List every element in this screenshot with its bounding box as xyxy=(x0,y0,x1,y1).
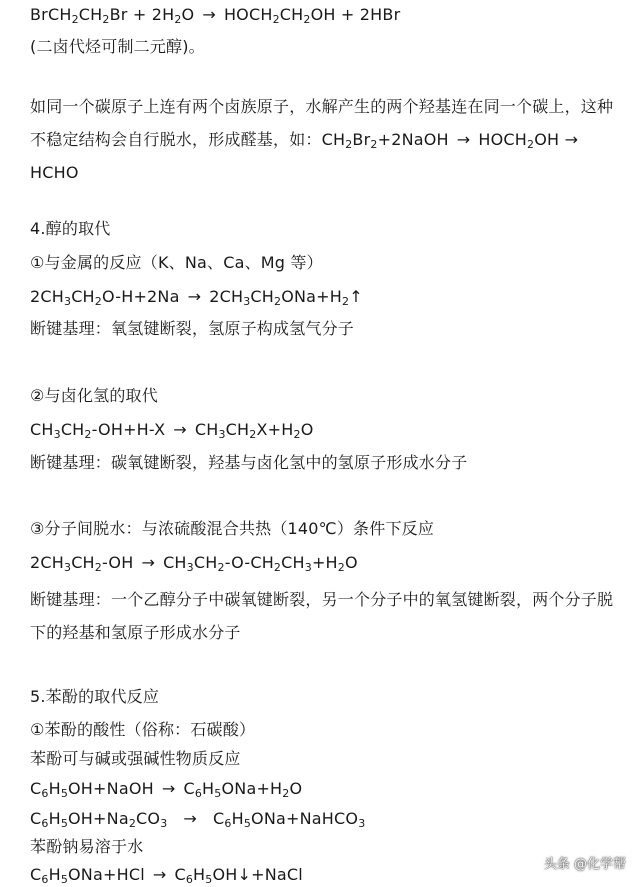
equation-phenoxide-hcl: $C_6H_5ONa+HCl$ → $C_6H_5OH↓+NaCl$ xyxy=(30,865,303,886)
equation-ether-formation: $2CH_3CH_2-OH \to CH_3CH_2-O-CH_2CH_3+H_2O$ xyxy=(30,553,358,574)
subheading-phenol-acidity: ①苯酚的酸性（俗称：石碳酸） xyxy=(30,720,256,739)
subheading-intermolecular-dehydration: ③分子间脱水：与浓硫酸混合共热（140℃）条件下反应 xyxy=(30,519,435,538)
sodium-phenoxide-note: 苯酚钠易溶于水 xyxy=(30,837,144,856)
equation-ethanol-hx: $CH_3CH_2-OH+H-X \to CH_3CH_2X+H_2O$ xyxy=(30,420,314,441)
bond-mechanism-1: 断键基理：氧氢键断裂，氢原子构成氢气分子 xyxy=(30,319,355,338)
note-diol: (二卤代烃可制二元醇)。 xyxy=(30,37,205,56)
equation-phenol-na2co3: $C_6H_5OH+Na_2CO_3$ → $C_6H_5ONa+NaHCO_3$ xyxy=(30,809,366,830)
equation-dibromoethane-hydrolysis: $BrCH_2CH_2Br + 2H_2O$ → $HOCH_2CH_2OH + 2HBr$ xyxy=(30,5,401,26)
section-heading-alcohol-substitution: 4.醇的取代 xyxy=(30,219,111,238)
phenol-base-note: 苯酚可与碱或强碱性物质反应 xyxy=(30,749,241,768)
section-heading-phenol: 5.苯酚的取代反应 xyxy=(30,687,160,706)
subheading-metal-reaction: ①与金属的反应（K、Na、Ca、Mg 等） xyxy=(30,253,323,272)
bond-mechanism-2: 断键基理：碳氧键断裂，羟基与卤化氢中的氢原子形成水分子 xyxy=(30,453,468,472)
subheading-hydrogen-halide: ②与卤化氢的取代 xyxy=(30,386,158,405)
source-watermark: 头条 @化学帮 xyxy=(543,857,626,872)
bond-mechanism-3: 断键基理：一个乙醇分子中碳氧键断裂，另一个分子中的氧氢键断裂，两个分子脱下的羟基和氢原子形成水分子 xyxy=(30,590,614,642)
equation-phenol-naoh: $C_6H_5OH+NaOH \to C_6H_5ONa+H_2O$ xyxy=(30,779,303,800)
equation-ethanol-sodium: $2CH_3CH_2O-H+2Na$ → $2CH_3CH_2ONa+H_2↑$ xyxy=(30,287,363,308)
paragraph-gem-dihalide: 如同一个碳原子上连有两个卤族原子，水解产生的两个羟基连在同一个碳上，这种不稳定结构会自行脱水，形成醛基，如：$CH_2Br_2+2NaOH$ → $HOCH_2OH$ → HCHO xyxy=(30,97,614,182)
